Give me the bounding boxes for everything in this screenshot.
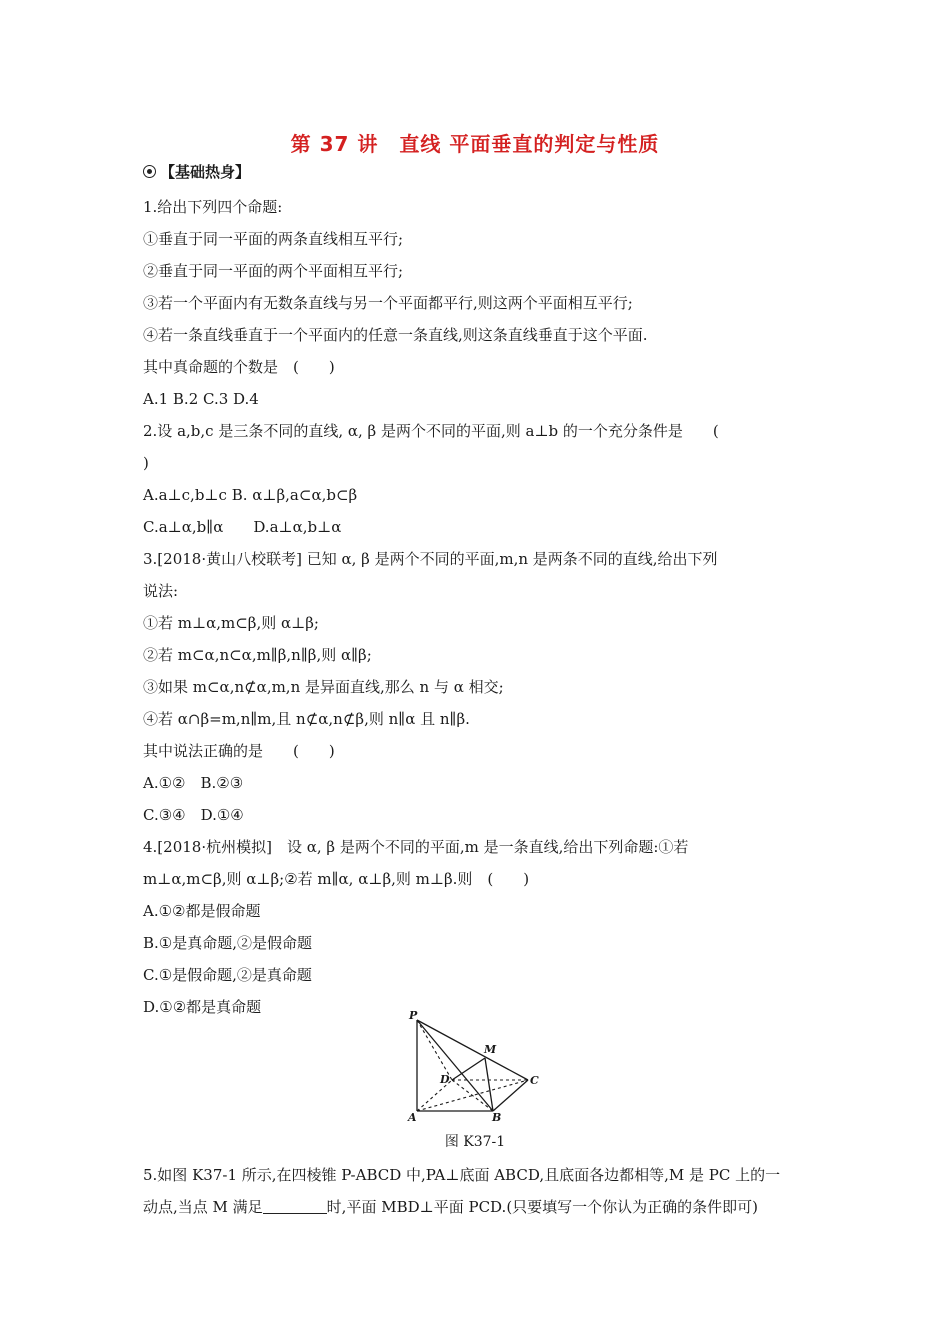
q1-item-2: ②垂直于同一平面的两个平面相互平行; xyxy=(143,262,404,280)
q1-stem: 1.给出下列四个命题: xyxy=(143,198,283,216)
label-B: B xyxy=(492,1111,502,1124)
edge-MD xyxy=(452,1058,485,1080)
q3-stem: 3.[2018·黄山八校联考] 已知 α, β 是两个不同的平面,m,n 是两条不同的直线,给出下列 xyxy=(143,550,718,568)
q5-stem-a: 5.如图 K37-1 所示,在四棱锥 P-ABCD 中,PA⊥底面 ABCD,且底面各边都相等,M 是 PC 上的一 xyxy=(143,1166,781,1184)
figure-caption: 图 K37-1 xyxy=(444,1134,506,1150)
q3-item-1: ①若 m⊥α,m⊂β,则 α⊥β; xyxy=(143,614,319,632)
edge-DB xyxy=(452,1080,493,1111)
page-title: 第 37 讲 直线 平面垂直的判定与性质 xyxy=(290,132,660,156)
section-label: 【基础热身】 xyxy=(160,163,251,181)
answer-blank[interactable] xyxy=(263,1198,327,1214)
q3-item-2: ②若 m⊂α,n⊂α,m∥β,n∥β,则 α∥β; xyxy=(143,646,372,664)
target-bullet-icon xyxy=(143,165,156,178)
q4-option-c: C.①是假命题,②是真命题 xyxy=(143,966,312,984)
label-C: C xyxy=(530,1074,539,1087)
q4-option-d: D.①②都是真命题 xyxy=(143,998,262,1016)
q1-item-3: ③若一个平面内有无数条直线与另一个平面都平行,则这两个平面相互平行; xyxy=(143,294,633,312)
edge-PC xyxy=(417,1020,528,1080)
q4-stem: 4.[2018·杭州模拟] 设 α, β 是两个不同的平面,m 是一条直线,给出下列命题:①若 xyxy=(143,838,689,856)
q3-options-ab: A.①② B.②③ xyxy=(143,774,244,792)
q3-item-4: ④若 α∩β=m,n∥m,且 n⊄α,n⊄β,则 n∥α 且 n∥β. xyxy=(143,710,470,728)
section-header xyxy=(143,161,250,182)
q5-stem-b1: 动点,当点 M 满足 xyxy=(143,1198,263,1216)
q1-ask: 其中真命题的个数是 ( ) xyxy=(143,358,335,376)
edge-PB xyxy=(417,1020,493,1111)
label-D: D xyxy=(440,1073,450,1086)
q5-stem-b xyxy=(143,1197,758,1217)
q2-options-ab: A.a⊥c,b⊥c B. α⊥β,a⊂α,b⊂β xyxy=(143,486,358,504)
pyramid-figure xyxy=(405,1008,555,1128)
q4-stem-cont: m⊥α,m⊂β,则 α⊥β;②若 m∥α, α⊥β,则 m⊥β.则 ( ) xyxy=(143,870,530,888)
label-M: M xyxy=(484,1043,497,1056)
q4-option-a: A.①②都是假命题 xyxy=(143,902,261,920)
q1-item-4: ④若一条直线垂直于一个平面内的任意一条直线,则这条直线垂直于这个平面. xyxy=(143,326,648,344)
q2-options-cd: C.a⊥α,b∥α D.a⊥α,b⊥α xyxy=(143,518,342,536)
label-P: P xyxy=(409,1009,418,1022)
label-A: A xyxy=(408,1111,417,1124)
q1-item-1: ①垂直于同一平面的两条直线相互平行; xyxy=(143,230,404,248)
q1-options: A.1 B.2 C.3 D.4 xyxy=(143,390,259,408)
q3-options-cd: C.③④ D.①④ xyxy=(143,806,244,824)
q5-stem-b2: 时,平面 MBD⊥平面 PCD.(只要填写一个你认为正确的条件即可) xyxy=(326,1198,759,1216)
q3-ask: 其中说法正确的是 ( ) xyxy=(143,742,335,760)
q2-stem: 2.设 a,b,c 是三条不同的直线, α, β 是两个不同的平面,则 a⊥b 的一个充分条件是 ( xyxy=(143,422,719,440)
q2-stem-cont: ) xyxy=(143,454,149,472)
q3-stem-cont: 说法: xyxy=(143,582,179,600)
q4-option-b: B.①是真命题,②是假命题 xyxy=(143,934,313,952)
q3-item-3: ③如果 m⊂α,n⊄α,m,n 是异面直线,那么 n 与 α 相交; xyxy=(143,678,504,696)
